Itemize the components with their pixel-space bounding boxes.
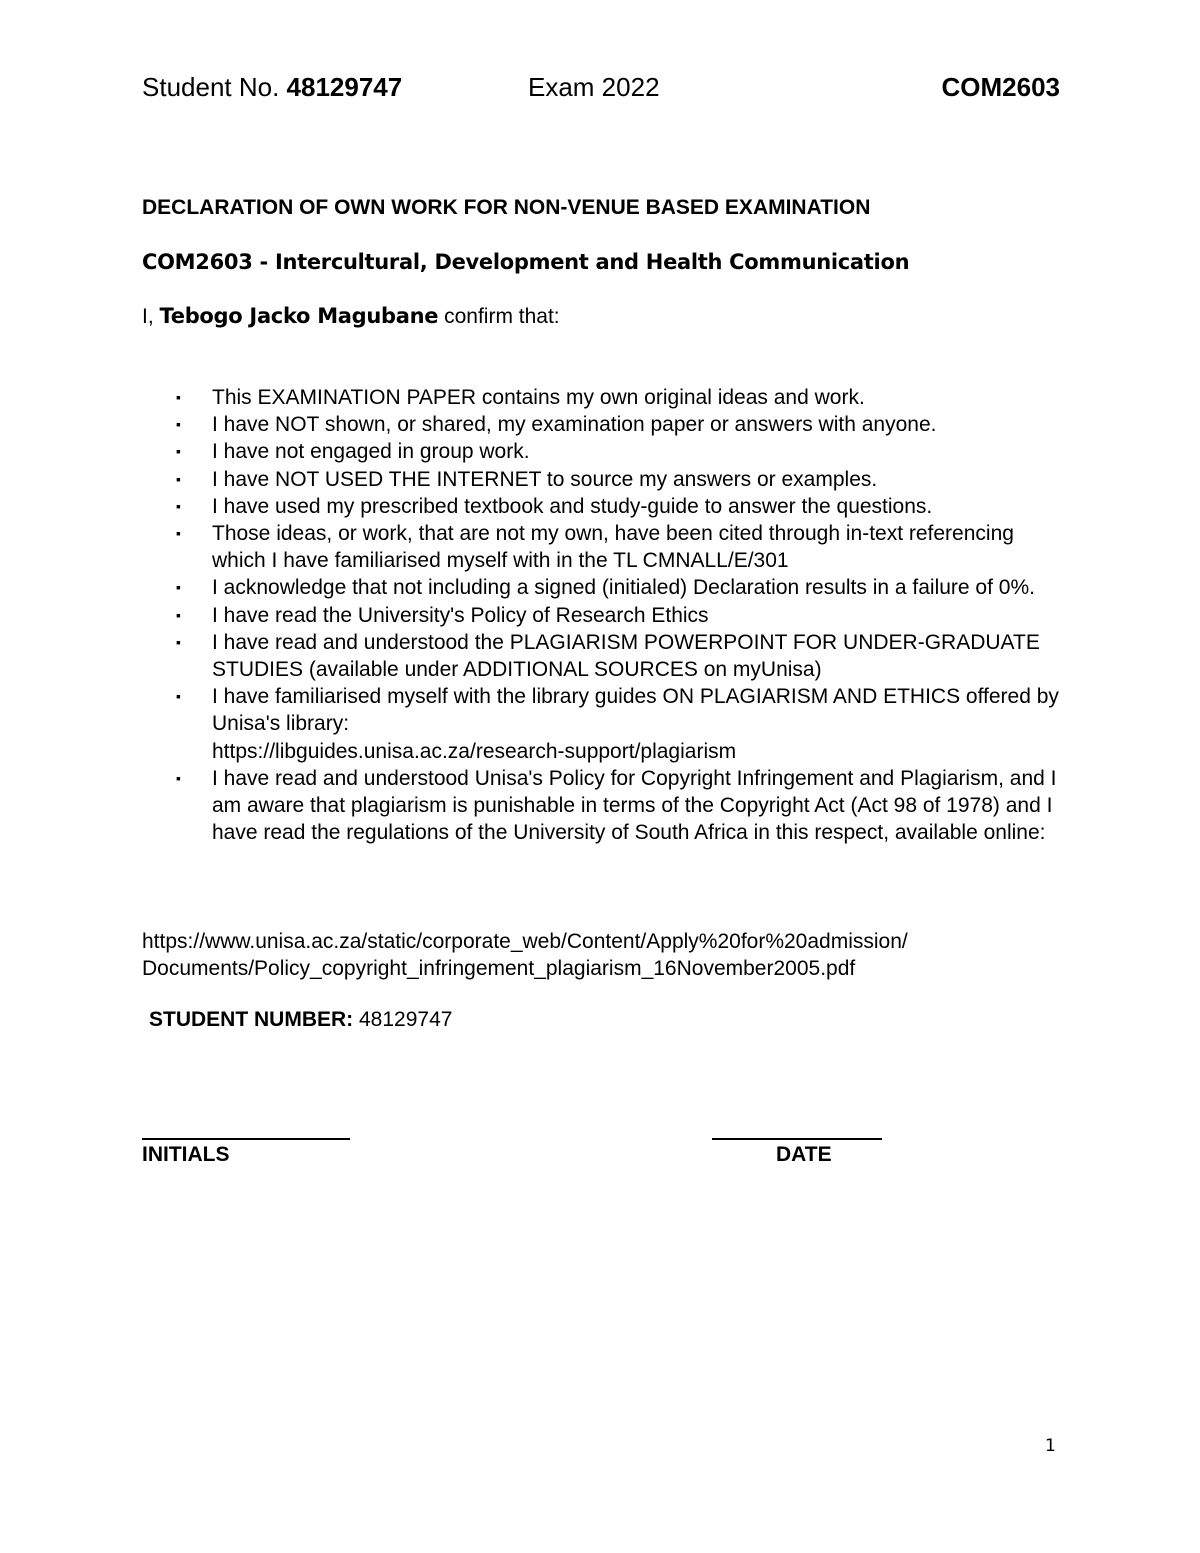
declaration-title: DECLARATION OF OWN WORK FOR NON-VENUE BASED EXAMINATION [142, 196, 871, 219]
header-course-code: COM2603 [941, 72, 1060, 102]
list-item-text: This EXAMINATION PAPER contains my own original ideas and work. [212, 386, 865, 409]
declaration-list [142, 384, 1072, 846]
bullet-icon: ▪ [176, 579, 181, 596]
bullet-icon: ▪ [176, 633, 181, 650]
initials-label: INITIALS [142, 1143, 230, 1166]
list-item [142, 683, 1072, 765]
list-item-text: I have familiarised myself with the library guides ON PLAGIARISM AND ETHICS offered by Unisa's library: [212, 685, 1059, 736]
student-number-label: STUDENT NUMBER: [149, 1008, 354, 1031]
list-item-text: I have used my prescribed textbook and study-guide to answer the questions. [212, 494, 933, 518]
student-number-field [149, 1008, 452, 1032]
bullet-icon: ▪ [176, 443, 181, 460]
list-item-text: I have not engaged in group work. [212, 440, 530, 464]
list-item [142, 602, 1072, 629]
list-item [142, 765, 1072, 847]
list-item [142, 493, 1072, 520]
list-item-text: I have read the University's Policy of Research Ethics [212, 603, 709, 627]
policy-url[interactable] [142, 928, 908, 982]
list-item-text: I have read and understood Unisa's Policy for Copyright Infringement and Plagiarism, and I am aware that plagiarism is punishable in terms of the Copyright Act (Act 98 of 1978) and I have read the regulations of the University of South Africa in this respect, available online: [212, 766, 1057, 845]
header-exam: Exam 2022 [528, 72, 660, 102]
course-title: COM2603 - Intercultural, Development and Health Communication [142, 250, 910, 274]
list-item-text: Those ideas, or work, that are not my own, have been cited through in-text referencing which I have familiarised myself with in the TL CMNALL/E/301 [212, 522, 1014, 573]
student-number-value: 48129747 [359, 1008, 453, 1031]
bullet-icon: ▪ [176, 525, 181, 542]
list-item-text: I have NOT shown, or shared, my examination paper or answers with anyone. [212, 413, 937, 437]
list-item [142, 384, 1072, 411]
bullet-icon: ▪ [176, 416, 181, 433]
student-no-value: 48129747 [286, 72, 403, 102]
list-item-text: I have NOT USED THE INTERNET to source my answers or examples. [212, 467, 878, 491]
policy-url-line-2: Documents/Policy_copyright_infringement_plagiarism_16November2005.pdf [142, 957, 856, 980]
date-signature-line [712, 1138, 882, 1140]
list-item [142, 574, 1072, 601]
student-no-label: Student No. [142, 72, 280, 102]
date-label: DATE [776, 1143, 832, 1166]
bullet-icon: ▪ [176, 497, 181, 514]
bullet-icon: ▪ [176, 769, 181, 786]
bullet-icon: ▪ [176, 606, 181, 623]
confirm-prefix: I, [142, 305, 154, 328]
bullet-icon: ▪ [176, 389, 181, 405]
list-item-text: I have read and understood the PLAGIARISM POWERPOINT FOR UNDER-GRADUATE STUDIES (available under ADDITIONAL SOURCES on myUnisa) [212, 630, 1040, 682]
confirm-suffix: confirm that: [444, 305, 560, 328]
bullet-icon: ▪ [176, 688, 181, 705]
bullet-icon: ▪ [176, 470, 181, 487]
policy-url-line-1: https://www.unisa.ac.za/static/corporate_web/Content/Apply%20for%20admission/ [142, 930, 908, 953]
student-name: Tebogo Jacko Magubane [159, 304, 439, 328]
confirm-statement [142, 304, 560, 329]
list-item [142, 520, 1072, 574]
list-item [142, 629, 1072, 683]
library-guide-link[interactable]: https://libguides.unisa.ac.za/research-support/plagiarism [212, 739, 737, 763]
list-item [142, 466, 1072, 493]
page-header [142, 72, 1060, 106]
list-item-text: I acknowledge that not including a signed (initialed) Declaration results in a failure of 0%. [212, 576, 1035, 600]
list-item [142, 411, 1072, 438]
list-item [142, 438, 1072, 465]
initials-signature-line [142, 1138, 350, 1140]
page-number: 1 [1045, 1436, 1056, 1456]
header-student-no [142, 72, 402, 103]
